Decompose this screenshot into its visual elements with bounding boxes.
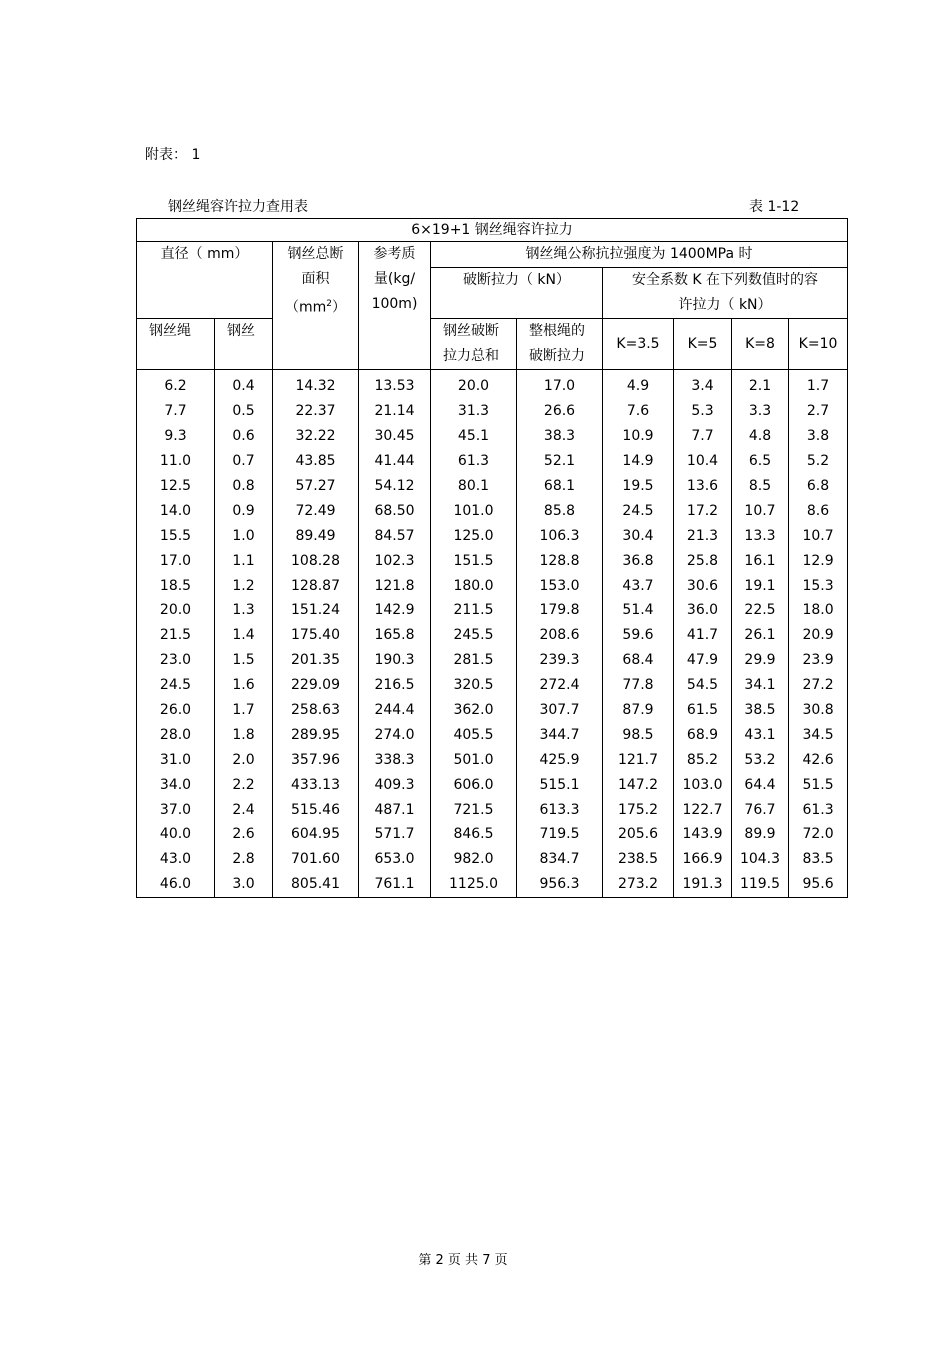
table-cell: 53.2 xyxy=(732,747,789,772)
table-cell: 64.4 xyxy=(732,772,789,797)
header-area-line3: $(mm^2)$ xyxy=(284,299,346,316)
table-cell: 604.95 xyxy=(273,822,359,847)
header-break-total: 钢丝破断 拉力总和 xyxy=(431,319,517,370)
table-cell: 1125.0 xyxy=(431,872,517,897)
table-cell: 153.0 xyxy=(517,573,603,598)
table-cell: 7.7 xyxy=(674,424,732,449)
table-cell: 208.6 xyxy=(517,623,603,648)
table-cell: 211.5 xyxy=(431,598,517,623)
table-cell: 701.60 xyxy=(273,847,359,872)
table-cell: 0.7 xyxy=(215,449,273,474)
table-cell: 34.5 xyxy=(789,722,848,747)
table-cell: 13.6 xyxy=(674,474,732,499)
table-cell: 15.3 xyxy=(789,573,848,598)
page-footer: 第 2 页 共 7 页 xyxy=(418,1253,508,1268)
table-cell: 175.2 xyxy=(603,797,674,822)
table-cell: 52.1 xyxy=(517,449,603,474)
header-safety-line1: 安全系数 K 在下列数值时的容 xyxy=(631,272,819,288)
table-cell: 119.5 xyxy=(732,872,789,897)
table-cell: 43.7 xyxy=(603,573,674,598)
table-cell: 98.5 xyxy=(603,722,674,747)
table-cell: 121.8 xyxy=(359,573,431,598)
table-cell: 1.8 xyxy=(215,722,273,747)
table-row xyxy=(137,399,848,424)
table-cell: 104.3 xyxy=(732,847,789,872)
table-cell: 87.9 xyxy=(603,698,674,723)
header-k-10: K=10 xyxy=(789,319,848,370)
header-mass xyxy=(359,242,431,370)
table-cell: 54.5 xyxy=(674,673,732,698)
table-cell: 165.8 xyxy=(359,623,431,648)
table-cell: 7.7 xyxy=(137,399,215,424)
table-cell: 28.0 xyxy=(137,722,215,747)
table-cell: 147.2 xyxy=(603,772,674,797)
table-cell: 245.5 xyxy=(431,623,517,648)
table-cell: 0.6 xyxy=(215,424,273,449)
table-cell: 180.0 xyxy=(431,573,517,598)
table-cell: 9.3 xyxy=(137,424,215,449)
table-cell: 17.0 xyxy=(517,370,603,399)
table-cell: 834.7 xyxy=(517,847,603,872)
table-cell: 31.3 xyxy=(431,399,517,424)
table-cell: 273.2 xyxy=(603,872,674,897)
table-cell: 29.9 xyxy=(732,648,789,673)
table-cell: 89.9 xyxy=(732,822,789,847)
table-cell: 23.0 xyxy=(137,648,215,673)
table-cell: 38.5 xyxy=(732,698,789,723)
table-cell: 719.5 xyxy=(517,822,603,847)
table-cell: 606.0 xyxy=(431,772,517,797)
table-cell: 258.63 xyxy=(273,698,359,723)
table-cell: 244.4 xyxy=(359,698,431,723)
table-cell: 85.2 xyxy=(674,747,732,772)
table-cell: 2.2 xyxy=(215,772,273,797)
table-cell: 229.09 xyxy=(273,673,359,698)
table-cell: 19.5 xyxy=(603,474,674,499)
table-row xyxy=(137,548,848,573)
table-cell: 51.5 xyxy=(789,772,848,797)
table-cell: 43.0 xyxy=(137,847,215,872)
header-area-line1: 钢丝总断 xyxy=(287,246,344,262)
table-row xyxy=(137,673,848,698)
table-body xyxy=(137,370,848,898)
table-cell: 3.8 xyxy=(789,424,848,449)
table-cell: 13.3 xyxy=(732,523,789,548)
table-cell: 80.1 xyxy=(431,474,517,499)
table-row xyxy=(137,523,848,548)
table-cell: 201.35 xyxy=(273,648,359,673)
table-cell: 2.8 xyxy=(215,847,273,872)
table-cell: 95.6 xyxy=(789,872,848,897)
table-row xyxy=(137,573,848,598)
header-area-line2: 面积 xyxy=(301,271,330,287)
table-cell: 357.96 xyxy=(273,747,359,772)
table-row xyxy=(137,449,848,474)
table-cell: 151.24 xyxy=(273,598,359,623)
table-cell: 1.4 xyxy=(215,623,273,648)
header-k-8: K=8 xyxy=(732,319,789,370)
table-cell: 1.3 xyxy=(215,598,273,623)
table-cell: 190.3 xyxy=(359,648,431,673)
header-mass-line3: 100m) xyxy=(371,296,418,312)
table-cell: 307.7 xyxy=(517,698,603,723)
table-cell: 17.2 xyxy=(674,498,732,523)
table-cell: 108.28 xyxy=(273,548,359,573)
table-cell: 30.4 xyxy=(603,523,674,548)
table-cell: 344.7 xyxy=(517,722,603,747)
table-cell: 103.0 xyxy=(674,772,732,797)
table-cell: 27.2 xyxy=(789,673,848,698)
table-cell: 61.3 xyxy=(789,797,848,822)
table-cell: 22.5 xyxy=(732,598,789,623)
table-cell: 191.3 xyxy=(674,872,732,897)
table-cell: 14.32 xyxy=(273,370,359,399)
table-cell: 14.0 xyxy=(137,498,215,523)
table-row xyxy=(137,698,848,723)
table-cell: 22.37 xyxy=(273,399,359,424)
table-row xyxy=(137,747,848,772)
table-cell: 45.1 xyxy=(431,424,517,449)
table-cell: 84.57 xyxy=(359,523,431,548)
table-cell: 1.7 xyxy=(215,698,273,723)
table-cell: 613.3 xyxy=(517,797,603,822)
table-cell: 25.8 xyxy=(674,548,732,573)
table-cell: 425.9 xyxy=(517,747,603,772)
table-cell: 338.3 xyxy=(359,747,431,772)
header-k-3-5: K=3.5 xyxy=(603,319,674,370)
table-cell: 405.5 xyxy=(431,722,517,747)
table-cell: 1.6 xyxy=(215,673,273,698)
header-breaking: 破断拉力（ kN） xyxy=(431,268,603,319)
table-cell: 30.6 xyxy=(674,573,732,598)
table-row xyxy=(137,598,848,623)
table-cell: 14.9 xyxy=(603,449,674,474)
table-cell: 21.5 xyxy=(137,623,215,648)
table-cell: 57.27 xyxy=(273,474,359,499)
table-cell: 43.1 xyxy=(732,722,789,747)
table-cell: 10.7 xyxy=(789,523,848,548)
table-cell: 125.0 xyxy=(431,523,517,548)
table-cell: 68.9 xyxy=(674,722,732,747)
table-title: 6×19+1 钢丝绳容许拉力 xyxy=(137,219,848,242)
table-cell: 46.0 xyxy=(137,872,215,897)
table-cell: 0.9 xyxy=(215,498,273,523)
table-cell: 846.5 xyxy=(431,822,517,847)
header-strength: 钢丝绳公称抗拉强度为 1400MPa 时 xyxy=(431,242,848,268)
table-cell: 30.8 xyxy=(789,698,848,723)
table-cell: 2.4 xyxy=(215,797,273,822)
table-row xyxy=(137,474,848,499)
table-cell: 59.6 xyxy=(603,623,674,648)
table-cell: 102.3 xyxy=(359,548,431,573)
table-cell: 17.0 xyxy=(137,548,215,573)
table-cell: 43.85 xyxy=(273,449,359,474)
table-row xyxy=(137,847,848,872)
table-cell: 34.0 xyxy=(137,772,215,797)
table-cell: 122.7 xyxy=(674,797,732,822)
table-cell: 653.0 xyxy=(359,847,431,872)
table-cell: 68.4 xyxy=(603,648,674,673)
table-row xyxy=(137,797,848,822)
table-cell: 8.6 xyxy=(789,498,848,523)
table-cell: 20.9 xyxy=(789,623,848,648)
table-cell: 36.0 xyxy=(674,598,732,623)
table-cell: 18.0 xyxy=(789,598,848,623)
table-cell: 89.49 xyxy=(273,523,359,548)
table-cell: 289.95 xyxy=(273,722,359,747)
table-cell: 54.12 xyxy=(359,474,431,499)
header-mass-line1: 参考质 xyxy=(373,246,416,262)
table-cell: 32.22 xyxy=(273,424,359,449)
table-cell: 239.3 xyxy=(517,648,603,673)
table-cell: 142.9 xyxy=(359,598,431,623)
table-cell: 805.41 xyxy=(273,872,359,897)
table-cell: 6.2 xyxy=(137,370,215,399)
table-cell: 501.0 xyxy=(431,747,517,772)
table-cell: 26.1 xyxy=(732,623,789,648)
table-cell: 37.0 xyxy=(137,797,215,822)
table-cell: 6.5 xyxy=(732,449,789,474)
table-cell: 238.5 xyxy=(603,847,674,872)
table-cell: 2.0 xyxy=(215,747,273,772)
table-cell: 362.0 xyxy=(431,698,517,723)
table-cell: 1.5 xyxy=(215,648,273,673)
table-row xyxy=(137,648,848,673)
table-cell: 20.0 xyxy=(431,370,517,399)
table-row xyxy=(137,424,848,449)
table-cell: 1.1 xyxy=(215,548,273,573)
table-cell: 101.0 xyxy=(431,498,517,523)
table-cell: 175.40 xyxy=(273,623,359,648)
table-cell: 47.9 xyxy=(674,648,732,673)
table-cell: 68.50 xyxy=(359,498,431,523)
table-cell: 106.3 xyxy=(517,523,603,548)
table-cell: 24.5 xyxy=(603,498,674,523)
table-cell: 23.9 xyxy=(789,648,848,673)
table-cell: 982.0 xyxy=(431,847,517,872)
table-cell: 274.0 xyxy=(359,722,431,747)
table-cell: 956.3 xyxy=(517,872,603,897)
table-cell: 3.3 xyxy=(732,399,789,424)
table-cell: 83.5 xyxy=(789,847,848,872)
table-cell: 4.9 xyxy=(603,370,674,399)
rope-tension-table xyxy=(136,218,848,898)
header-k-5: K=5 xyxy=(674,319,732,370)
table-cell: 61.5 xyxy=(674,698,732,723)
header-break-whole: 整根绳的 破断拉力 xyxy=(517,319,603,370)
header-area xyxy=(273,242,359,370)
table-cell: 16.1 xyxy=(732,548,789,573)
table-cell: 40.0 xyxy=(137,822,215,847)
table-caption-title: 钢丝绳容许拉力查用表 xyxy=(168,199,308,215)
table-cell: 128.8 xyxy=(517,548,603,573)
table-cell: 19.1 xyxy=(732,573,789,598)
table-cell: 143.9 xyxy=(674,822,732,847)
table-row xyxy=(137,772,848,797)
table-cell: 1.2 xyxy=(215,573,273,598)
header-safety xyxy=(603,268,848,319)
table-cell: 128.87 xyxy=(273,573,359,598)
table-cell: 487.1 xyxy=(359,797,431,822)
table-cell: 8.5 xyxy=(732,474,789,499)
table-cell: 179.8 xyxy=(517,598,603,623)
table-cell: 10.9 xyxy=(603,424,674,449)
table-cell: 12.9 xyxy=(789,548,848,573)
table-cell: 0.4 xyxy=(215,370,273,399)
table-cell: 721.5 xyxy=(431,797,517,822)
table-cell: 433.13 xyxy=(273,772,359,797)
table-row xyxy=(137,498,848,523)
table-cell: 12.5 xyxy=(137,474,215,499)
table-cell: 6.8 xyxy=(789,474,848,499)
table-cell: 41.44 xyxy=(359,449,431,474)
table-cell: 51.4 xyxy=(603,598,674,623)
table-cell: 1.0 xyxy=(215,523,273,548)
table-cell: 76.7 xyxy=(732,797,789,822)
table-cell: 2.6 xyxy=(215,822,273,847)
table-cell: 34.1 xyxy=(732,673,789,698)
table-cell: 68.1 xyxy=(517,474,603,499)
table-cell: 18.5 xyxy=(137,573,215,598)
table-cell: 61.3 xyxy=(431,449,517,474)
table-cell: 77.8 xyxy=(603,673,674,698)
table-cell: 26.0 xyxy=(137,698,215,723)
table-cell: 72.49 xyxy=(273,498,359,523)
table-row xyxy=(137,370,848,399)
table-cell: 10.7 xyxy=(732,498,789,523)
table-cell: 409.3 xyxy=(359,772,431,797)
table-cell: 571.7 xyxy=(359,822,431,847)
header-mass-line2: 量(kg/ xyxy=(373,271,416,287)
table-cell: 26.6 xyxy=(517,399,603,424)
table-cell: 36.8 xyxy=(603,548,674,573)
table-cell: 7.6 xyxy=(603,399,674,424)
header-rope: 钢丝绳 xyxy=(137,319,215,370)
table-cell: 4.8 xyxy=(732,424,789,449)
table-cell: 761.1 xyxy=(359,872,431,897)
table-cell: 15.5 xyxy=(137,523,215,548)
table-cell: 5.3 xyxy=(674,399,732,424)
appendix-label: 附表： 1 xyxy=(145,147,201,163)
table-cell: 166.9 xyxy=(674,847,732,872)
table-cell: 11.0 xyxy=(137,449,215,474)
table-cell: 3.0 xyxy=(215,872,273,897)
table-cell: 13.53 xyxy=(359,370,431,399)
table-cell: 281.5 xyxy=(431,648,517,673)
table-cell: 151.5 xyxy=(431,548,517,573)
table-cell: 0.5 xyxy=(215,399,273,424)
table-cell: 0.8 xyxy=(215,474,273,499)
table-cell: 21.14 xyxy=(359,399,431,424)
table-cell: 5.2 xyxy=(789,449,848,474)
table-cell: 1.7 xyxy=(789,370,848,399)
table-row xyxy=(137,623,848,648)
header-diameter: 直径（ mm） xyxy=(137,242,273,319)
table-row xyxy=(137,822,848,847)
table-cell: 38.3 xyxy=(517,424,603,449)
table-cell: 3.4 xyxy=(674,370,732,399)
table-cell: 205.6 xyxy=(603,822,674,847)
table-cell: 216.5 xyxy=(359,673,431,698)
table-cell: 272.4 xyxy=(517,673,603,698)
table-cell: 320.5 xyxy=(431,673,517,698)
table-number: 表 1-12 xyxy=(749,199,800,215)
table-row xyxy=(137,722,848,747)
table-cell: 42.6 xyxy=(789,747,848,772)
table-cell: 41.7 xyxy=(674,623,732,648)
table-cell: 20.0 xyxy=(137,598,215,623)
table-cell: 121.7 xyxy=(603,747,674,772)
table-cell: 515.46 xyxy=(273,797,359,822)
table-cell: 10.4 xyxy=(674,449,732,474)
table-cell: 515.1 xyxy=(517,772,603,797)
table-cell: 2.7 xyxy=(789,399,848,424)
table-row xyxy=(137,872,848,897)
table-cell: 2.1 xyxy=(732,370,789,399)
table-cell: 85.8 xyxy=(517,498,603,523)
table-cell: 72.0 xyxy=(789,822,848,847)
table-cell: 31.0 xyxy=(137,747,215,772)
table-cell: 30.45 xyxy=(359,424,431,449)
header-safety-line2: 许拉力（ kN） xyxy=(678,297,772,313)
table-cell: 24.5 xyxy=(137,673,215,698)
table-cell: 21.3 xyxy=(674,523,732,548)
header-wire: 钢丝 xyxy=(215,319,273,370)
